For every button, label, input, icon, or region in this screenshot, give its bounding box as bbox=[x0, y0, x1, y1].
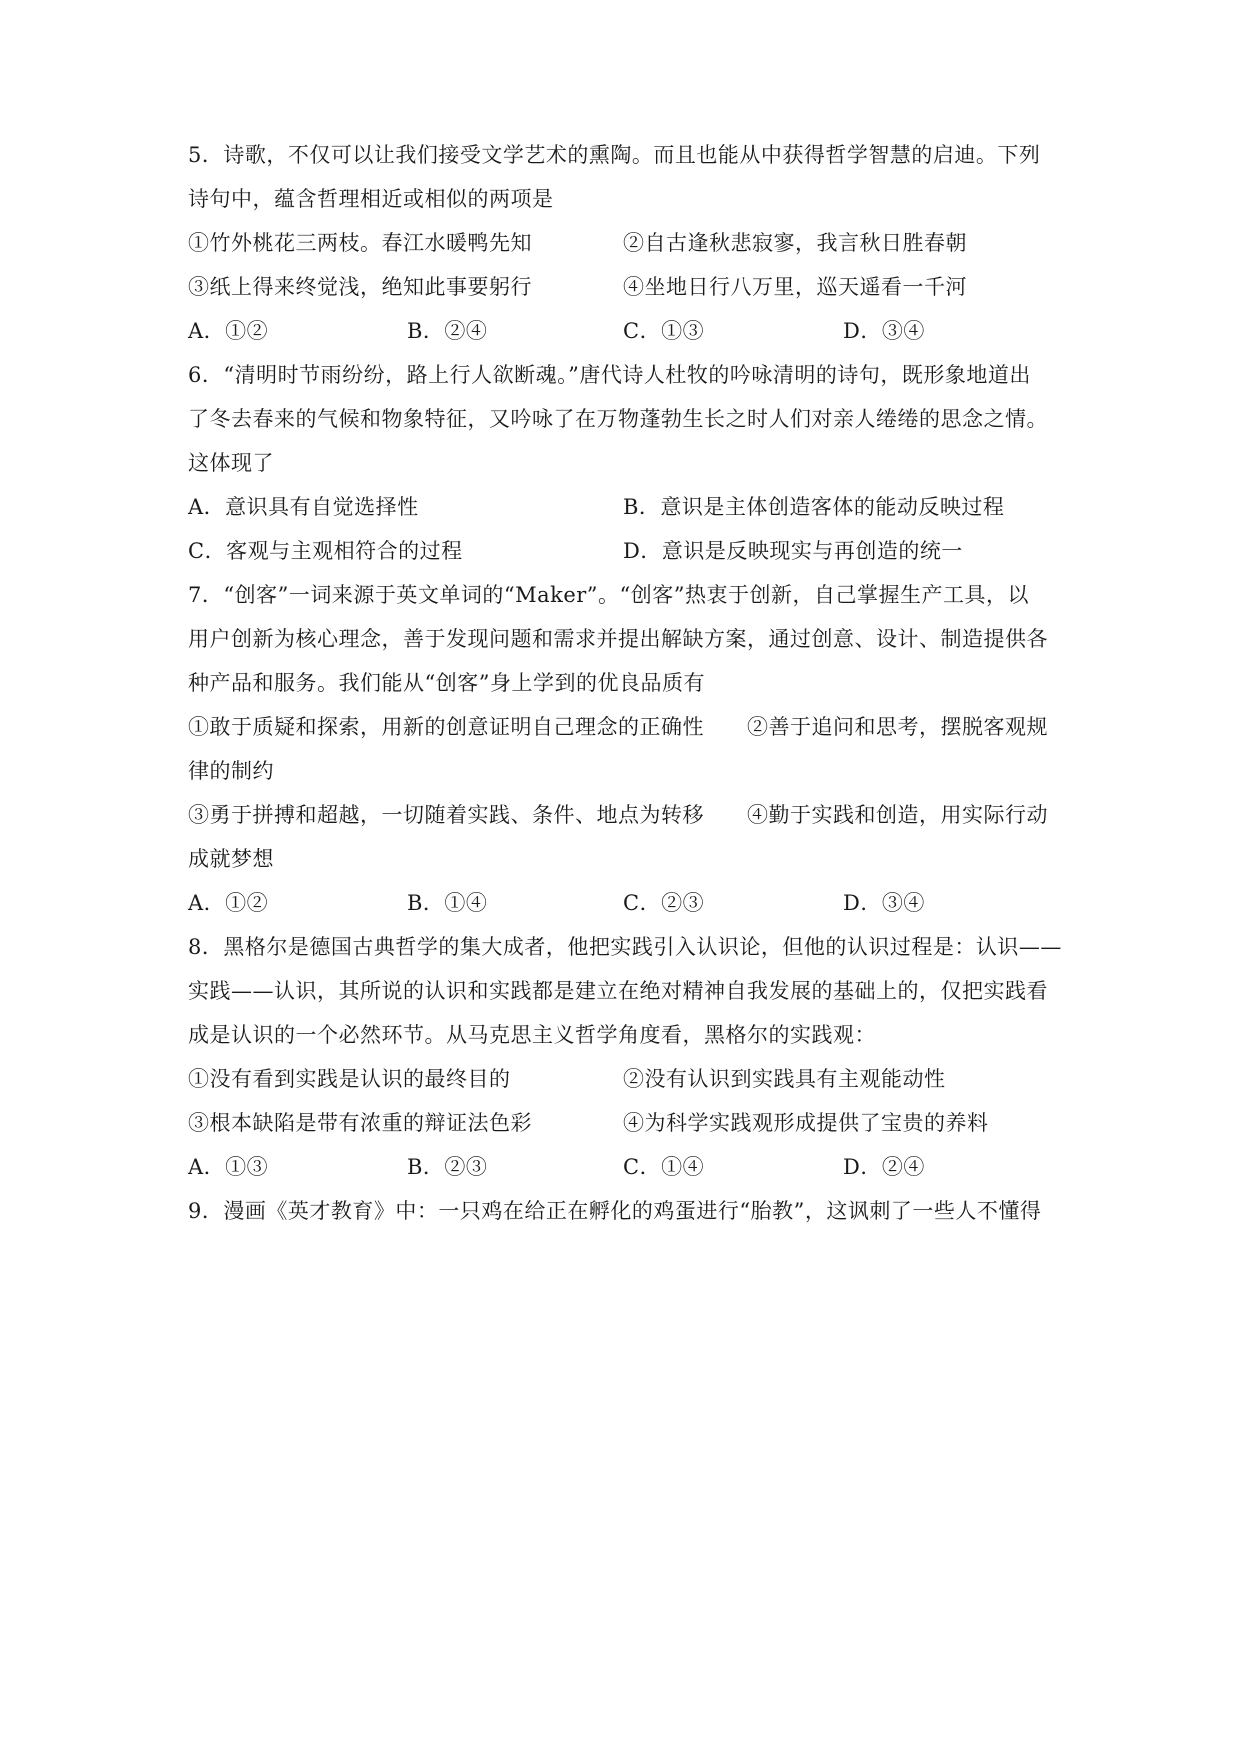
q5-option-b: B．②④ bbox=[407, 319, 488, 343]
q5-statement-4: ④坐地日行八万里，巡天遥看一千河 bbox=[623, 275, 967, 299]
q6-option-b: B．意识是主体创造客体的能动反映过程 bbox=[623, 495, 1005, 519]
q6-option-d: D．意识是反映现实与再创造的统一 bbox=[623, 539, 963, 563]
q6-option-a: A．意识具有自觉选择性 bbox=[188, 495, 419, 519]
q6-stem-line-2: 了冬去春来的气候和物象特征，又吟咏了在万物蓬勃生长之时人们对亲人绻绻的思念之情。 bbox=[188, 407, 1048, 431]
q5-stem-line-1: 5．诗歌，不仅可以让我们接受文学艺术的熏陶。而且也能从中获得哲学智慧的启迪。下列 bbox=[188, 143, 1041, 167]
q8-stem-line-1: 8．黑格尔是德国古典哲学的集大成者，他把实践引入认识论，但他的认识过程是：认识—— bbox=[188, 935, 1062, 959]
q5-option-a: A．①② bbox=[188, 319, 269, 343]
q8-stem-line-2: 实践——认识，其所说的认识和实践都是建立在绝对精神自我发展的基础上的，仅把实践看 bbox=[188, 979, 1048, 1003]
q8-option-c: C．①④ bbox=[623, 1155, 705, 1179]
q8-statement-2: ②没有认识到实践具有主观能动性 bbox=[623, 1067, 946, 1091]
q6-stem-line-3: 这体现了 bbox=[188, 451, 274, 475]
q7-option-c: C．②③ bbox=[623, 891, 705, 915]
q9-stem-line-1: 9．漫画《英才教育》中：一只鸡在给正在孵化的鸡蛋进行“胎教”，这讽刺了一些人不懂得 bbox=[188, 1199, 1042, 1223]
q5-statement-3: ③纸上得来终觉浅，绝知此事要躬行 bbox=[188, 275, 532, 299]
q7-option-d: D．③④ bbox=[843, 891, 925, 915]
q8-statement-4: ④为科学实践观形成提供了宝贵的养料 bbox=[623, 1111, 989, 1135]
q8-statement-1: ①没有看到实践是认识的最终目的 bbox=[188, 1067, 511, 1091]
q6-stem-line-1: 6．“清明时节雨纷纷，路上行人欲断魂。”唐代诗人杜牧的吟咏清明的诗句，既形象地道出 bbox=[188, 363, 1031, 387]
q7-statement-2-cont: 律的制约 bbox=[188, 759, 274, 783]
q8-option-d: D．②④ bbox=[843, 1155, 925, 1179]
q7-statement-4-cont: 成就梦想 bbox=[188, 847, 274, 871]
q5-statement-2: ②自古逢秋悲寂寥，我言秋日胜春朝 bbox=[623, 231, 967, 255]
q6-option-c: C．客观与主观相符合的过程 bbox=[188, 539, 463, 563]
q7-stem-line-3: 种产品和服务。我们能从“创客”身上学到的优良品质有 bbox=[188, 671, 705, 695]
q7-option-b: B．①④ bbox=[407, 891, 488, 915]
q7-stem-line-1: 7．“创客”一词来源于英文单词的“Maker”。“创客”热衷于创新，自己掌握生产工具，以 bbox=[188, 583, 1029, 607]
q8-statement-3: ③根本缺陷是带有浓重的辩证法色彩 bbox=[188, 1111, 532, 1135]
q7-statement-1-2: ①敢于质疑和探索，用新的创意证明自己理念的正确性 ②善于追问和思考，摆脱客观规 bbox=[188, 715, 1048, 739]
q8-option-a: A．①③ bbox=[188, 1155, 269, 1179]
q7-option-a: A．①② bbox=[188, 891, 269, 915]
q8-option-b: B．②③ bbox=[407, 1155, 488, 1179]
q5-stem-line-2: 诗句中，蕴含哲理相近或相似的两项是 bbox=[188, 187, 554, 211]
q5-statement-1: ①竹外桃花三两枝。春江水暖鸭先知 bbox=[188, 231, 532, 255]
q7-stem-line-2: 用户创新为核心理念，善于发现问题和需求并提出解缺方案，通过创意、设计、制造提供各 bbox=[188, 627, 1048, 651]
q5-option-d: D．③④ bbox=[843, 319, 925, 343]
q5-option-c: C．①③ bbox=[623, 319, 705, 343]
q7-statement-3-4: ③勇于拼搏和超越，一切随着实践、条件、地点为转移 ④勤于实践和创造，用实际行动 bbox=[188, 803, 1048, 827]
q8-stem-line-3: 成是认识的一个必然环节。从马克思主义哲学角度看，黑格尔的实践观： bbox=[188, 1023, 876, 1047]
